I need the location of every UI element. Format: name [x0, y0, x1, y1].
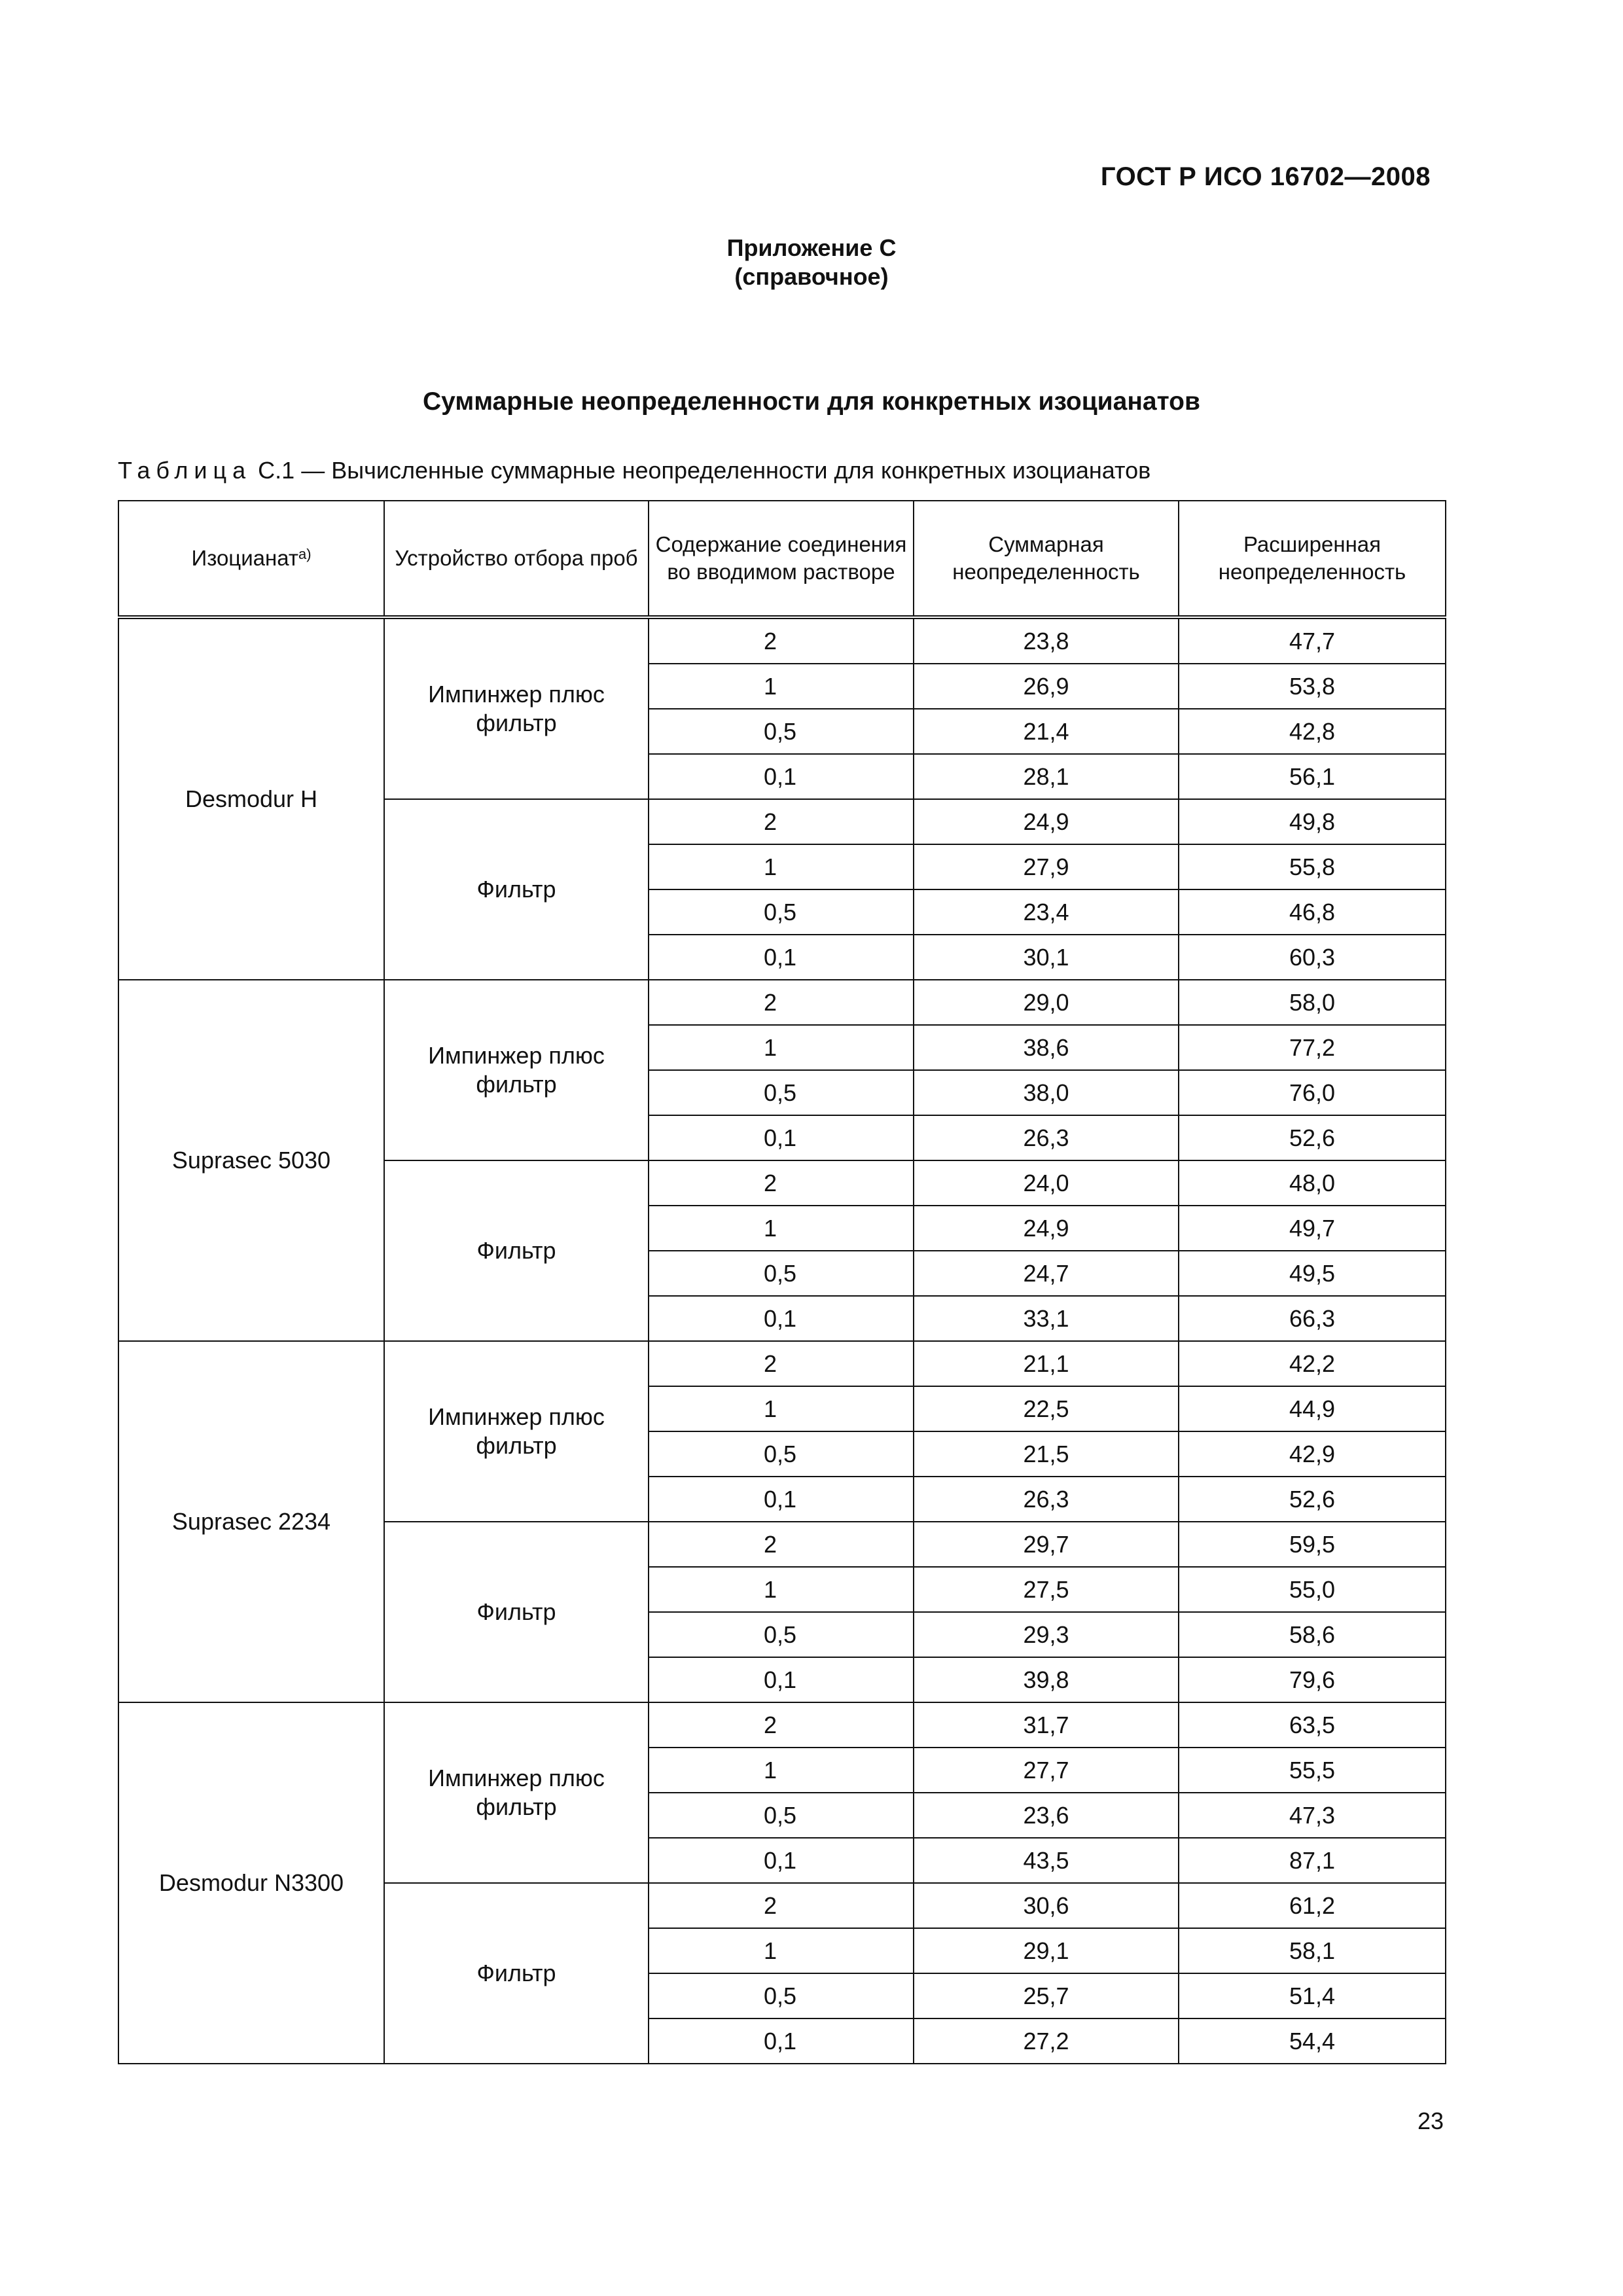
- expanded-uncertainty-cell: 42,8: [1179, 709, 1446, 754]
- combined-uncertainty-cell: 30,6: [914, 1883, 1179, 1928]
- combined-uncertainty-cell: 27,9: [914, 844, 1179, 889]
- combined-uncertainty-cell: 23,4: [914, 889, 1179, 935]
- content-cell: 0,1: [649, 1477, 914, 1522]
- combined-uncertainty-cell: 21,1: [914, 1341, 1179, 1386]
- header-isocyanate: Изоцианат$^{а)}$: [118, 501, 384, 617]
- expanded-uncertainty-cell: 55,8: [1179, 844, 1446, 889]
- expanded-uncertainty-cell: 55,0: [1179, 1567, 1446, 1612]
- section-title: Суммарные неопределенности для конкретных изоцианатов: [423, 387, 1200, 416]
- content-cell: 0,1: [649, 1657, 914, 1702]
- combined-uncertainty-cell: 33,1: [914, 1296, 1179, 1341]
- sampling-device-cell: Импинжер плюс фильтр: [384, 617, 649, 799]
- combined-uncertainty-cell: 26,9: [914, 664, 1179, 709]
- expanded-uncertainty-cell: 61,2: [1179, 1883, 1446, 1928]
- content-cell: 2: [649, 1522, 914, 1567]
- combined-uncertainty-cell: 26,3: [914, 1115, 1179, 1160]
- isocyanate-cell: Suprasec 5030: [118, 980, 384, 1341]
- combined-uncertainty-cell: 23,6: [914, 1793, 1179, 1838]
- combined-uncertainty-cell: 24,9: [914, 799, 1179, 844]
- document-code: ГОСТ Р ИСО 16702—2008: [1100, 162, 1431, 191]
- sampling-device-cell: Фильтр: [384, 799, 649, 980]
- combined-uncertainty-cell: 39,8: [914, 1657, 1179, 1702]
- expanded-uncertainty-cell: 49,5: [1179, 1251, 1446, 1296]
- content-cell: 1: [649, 1567, 914, 1612]
- uncertainty-table-wrapper: [118, 500, 1445, 2064]
- sampling-device-cell: Импинжер плюс фильтр: [384, 980, 649, 1160]
- combined-uncertainty-cell: 29,7: [914, 1522, 1179, 1567]
- expanded-uncertainty-cell: 54,4: [1179, 2018, 1446, 2064]
- expanded-uncertainty-cell: 42,2: [1179, 1341, 1446, 1386]
- combined-uncertainty-cell: 43,5: [914, 1838, 1179, 1883]
- expanded-uncertainty-cell: 58,6: [1179, 1612, 1446, 1657]
- header-device: Устройство отбора проб: [384, 501, 649, 617]
- header-expanded-uncertainty: Расширенная неопределенность: [1179, 501, 1446, 617]
- header-content: Содержание соединения во вводимом растворе: [649, 501, 914, 617]
- uncertainty-table: [118, 500, 1446, 2064]
- combined-uncertainty-cell: 24,0: [914, 1160, 1179, 1206]
- content-cell: 0,1: [649, 935, 914, 980]
- content-cell: 0,1: [649, 1115, 914, 1160]
- table-caption-word: Таблица: [118, 457, 252, 484]
- expanded-uncertainty-cell: 46,8: [1179, 889, 1446, 935]
- content-cell: 0,5: [649, 709, 914, 754]
- sampling-device-cell: Фильтр: [384, 1522, 649, 1702]
- table-row: [118, 617, 1446, 664]
- content-cell: 2: [649, 1160, 914, 1206]
- content-cell: 1: [649, 1206, 914, 1251]
- sampling-device-cell: Фильтр: [384, 1160, 649, 1341]
- expanded-uncertainty-cell: 52,6: [1179, 1115, 1446, 1160]
- expanded-uncertainty-cell: 59,5: [1179, 1522, 1446, 1567]
- combined-uncertainty-cell: 29,1: [914, 1928, 1179, 1973]
- table-row: [118, 1702, 1446, 1748]
- expanded-uncertainty-cell: 63,5: [1179, 1702, 1446, 1748]
- table-header-row: [118, 501, 1446, 617]
- combined-uncertainty-cell: 26,3: [914, 1477, 1179, 1522]
- expanded-uncertainty-cell: 44,9: [1179, 1386, 1446, 1431]
- expanded-uncertainty-cell: 51,4: [1179, 1973, 1446, 2018]
- content-cell: 1: [649, 1386, 914, 1431]
- combined-uncertainty-cell: 28,1: [914, 754, 1179, 799]
- isocyanate-cell: Suprasec 2234: [118, 1341, 384, 1702]
- expanded-uncertainty-cell: 76,0: [1179, 1070, 1446, 1115]
- annex-heading: [0, 234, 1623, 291]
- expanded-uncertainty-cell: 48,0: [1179, 1160, 1446, 1206]
- content-cell: 0,5: [649, 1612, 914, 1657]
- expanded-uncertainty-cell: 66,3: [1179, 1296, 1446, 1341]
- content-cell: 0,1: [649, 2018, 914, 2064]
- content-cell: 0,5: [649, 1973, 914, 2018]
- content-cell: 0,1: [649, 1838, 914, 1883]
- combined-uncertainty-cell: 24,7: [914, 1251, 1179, 1296]
- expanded-uncertainty-cell: 60,3: [1179, 935, 1446, 980]
- content-cell: 2: [649, 980, 914, 1025]
- expanded-uncertainty-cell: 42,9: [1179, 1431, 1446, 1477]
- content-cell: 1: [649, 664, 914, 709]
- expanded-uncertainty-cell: 79,6: [1179, 1657, 1446, 1702]
- content-cell: 0,1: [649, 754, 914, 799]
- content-cell: 0,1: [649, 1296, 914, 1341]
- table-row: [118, 980, 1446, 1025]
- expanded-uncertainty-cell: 58,0: [1179, 980, 1446, 1025]
- combined-uncertainty-cell: 21,4: [914, 709, 1179, 754]
- content-cell: 0,5: [649, 889, 914, 935]
- sampling-device-cell: Импинжер плюс фильтр: [384, 1702, 649, 1883]
- combined-uncertainty-cell: 27,7: [914, 1748, 1179, 1793]
- expanded-uncertainty-cell: 77,2: [1179, 1025, 1446, 1070]
- header-combined-uncertainty: Суммарная неопределенность: [914, 501, 1179, 617]
- content-cell: 0,5: [649, 1431, 914, 1477]
- content-cell: 0,5: [649, 1070, 914, 1115]
- isocyanate-cell: Desmodur N3300: [118, 1702, 384, 2064]
- combined-uncertainty-cell: 38,6: [914, 1025, 1179, 1070]
- combined-uncertainty-cell: 38,0: [914, 1070, 1179, 1115]
- expanded-uncertainty-cell: 55,5: [1179, 1748, 1446, 1793]
- content-cell: 2: [649, 799, 914, 844]
- expanded-uncertainty-cell: 49,7: [1179, 1206, 1446, 1251]
- footnote-marker: а): [298, 546, 312, 562]
- content-cell: 2: [649, 617, 914, 664]
- table-body: [118, 617, 1446, 2064]
- table-caption-number: С.1: [258, 457, 295, 484]
- expanded-uncertainty-cell: 87,1: [1179, 1838, 1446, 1883]
- page-number: 23: [1417, 2108, 1444, 2134]
- combined-uncertainty-cell: 29,0: [914, 980, 1179, 1025]
- annex-title: Приложение С: [726, 234, 897, 261]
- combined-uncertainty-cell: 23,8: [914, 617, 1179, 664]
- annex-status: (справочное): [734, 263, 889, 290]
- expanded-uncertainty-cell: 58,1: [1179, 1928, 1446, 1973]
- content-cell: 1: [649, 1748, 914, 1793]
- content-cell: 2: [649, 1883, 914, 1928]
- combined-uncertainty-cell: 24,9: [914, 1206, 1179, 1251]
- isocyanate-cell: Desmodur H: [118, 617, 384, 980]
- sampling-device-cell: Импинжер плюс фильтр: [384, 1341, 649, 1522]
- content-cell: 2: [649, 1341, 914, 1386]
- expanded-uncertainty-cell: 49,8: [1179, 799, 1446, 844]
- expanded-uncertainty-cell: 47,7: [1179, 617, 1446, 664]
- table-row: [118, 1341, 1446, 1386]
- content-cell: 1: [649, 1928, 914, 1973]
- content-cell: 1: [649, 1025, 914, 1070]
- combined-uncertainty-cell: 25,7: [914, 1973, 1179, 2018]
- combined-uncertainty-cell: 29,3: [914, 1612, 1179, 1657]
- expanded-uncertainty-cell: 47,3: [1179, 1793, 1446, 1838]
- expanded-uncertainty-cell: 53,8: [1179, 664, 1446, 709]
- content-cell: 1: [649, 844, 914, 889]
- combined-uncertainty-cell: 21,5: [914, 1431, 1179, 1477]
- combined-uncertainty-cell: 22,5: [914, 1386, 1179, 1431]
- combined-uncertainty-cell: 31,7: [914, 1702, 1179, 1748]
- content-cell: 0,5: [649, 1793, 914, 1838]
- combined-uncertainty-cell: 27,5: [914, 1567, 1179, 1612]
- expanded-uncertainty-cell: 52,6: [1179, 1477, 1446, 1522]
- content-cell: 0,5: [649, 1251, 914, 1296]
- sampling-device-cell: Фильтр: [384, 1883, 649, 2064]
- expanded-uncertainty-cell: 56,1: [1179, 754, 1446, 799]
- combined-uncertainty-cell: 27,2: [914, 2018, 1179, 2064]
- table-caption-text: — Вычисленные суммарные неопределенности для конкретных изоцианатов: [301, 457, 1151, 484]
- table-caption: [118, 457, 1150, 484]
- content-cell: 2: [649, 1702, 914, 1748]
- combined-uncertainty-cell: 30,1: [914, 935, 1179, 980]
